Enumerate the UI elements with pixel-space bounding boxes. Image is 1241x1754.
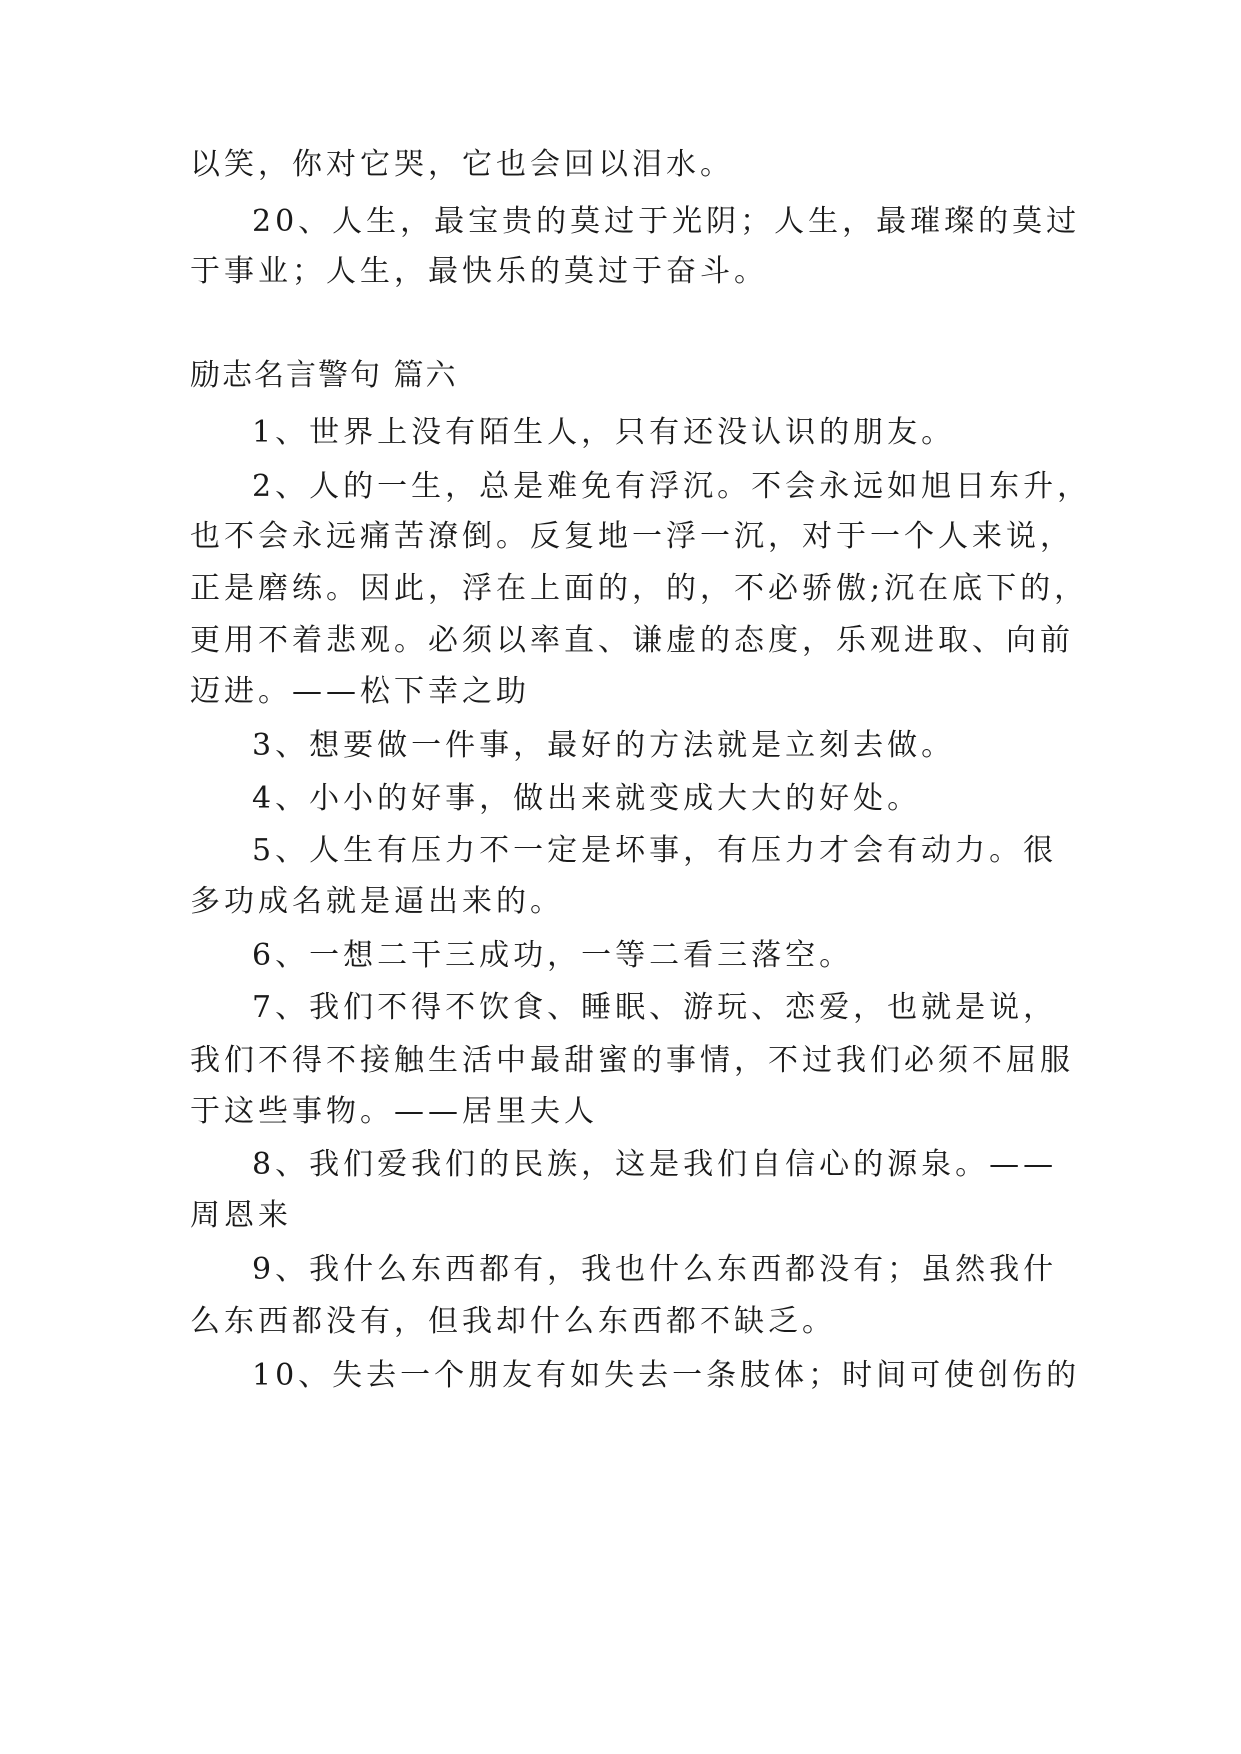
item-8-line-2: 周恩来 (190, 1198, 292, 1233)
item-2-line-3: 正是磨练。因此，浮在上面的，的，不必骄傲;沉在底下的， (190, 571, 1089, 606)
text-line-1: 以笑，你对它哭，它也会回以泪水。 (190, 147, 734, 182)
item-20-line-2: 于事业；人生，最快乐的莫过于奋斗。 (190, 254, 768, 289)
item-2-line-4: 更用不着悲观。必须以率直、谦虚的态度，乐观进取、向前 (190, 623, 1074, 658)
item-3-line-1: 3、想要做一件事，最好的方法就是立刻去做。 (252, 728, 956, 763)
item-6-line-1: 6、一想二干三成功，一等二看三落空。 (252, 938, 854, 973)
item-7-line-2: 我们不得不接触生活中最甜蜜的事情，不过我们必须不屈服 (190, 1043, 1074, 1078)
item-8-line-1: 8、我们爱我们的民族，这是我们自信心的源泉。—— (252, 1147, 1058, 1182)
item-7-line-3: 于这些事物。——居里夫人 (190, 1094, 598, 1129)
item-10-line-1: 10、失去一个朋友有如失去一条肢体；时间可使创伤的 (252, 1358, 1081, 1393)
item-9-line-2: 么东西都没有，但我却什么东西都不缺乏。 (190, 1304, 836, 1339)
item-2-line-5: 迈进。——松下幸之助 (190, 674, 530, 709)
item-4-line-1: 4、小小的好事，做出来就变成大大的好处。 (252, 781, 922, 816)
item-5-line-2: 多功成名就是逼出来的。 (190, 884, 564, 919)
item-9-line-1: 9、我什么东西都有，我也什么东西都没有；虽然我什 (252, 1252, 1058, 1287)
section-heading: 励志名言警句 篇六 (190, 358, 458, 393)
item-5-line-1: 5、人生有压力不一定是坏事，有压力才会有动力。很 (252, 833, 1058, 868)
item-2-line-1: 2、人的一生，总是难免有浮沉。不会永远如旭日东升， (252, 469, 1092, 504)
item-20-line-1: 20、人生，最宝贵的莫过于光阴；人生，最璀璨的莫过 (252, 204, 1081, 239)
item-1-line-1: 1、世界上没有陌生人，只有还没认识的朋友。 (252, 415, 956, 450)
item-7-line-1: 7、我们不得不饮食、睡眠、游玩、恋爱，也就是说， (252, 990, 1058, 1025)
item-2-line-2: 也不会永远痛苦潦倒。反复地一浮一沉，对于一个人来说， (190, 519, 1074, 554)
